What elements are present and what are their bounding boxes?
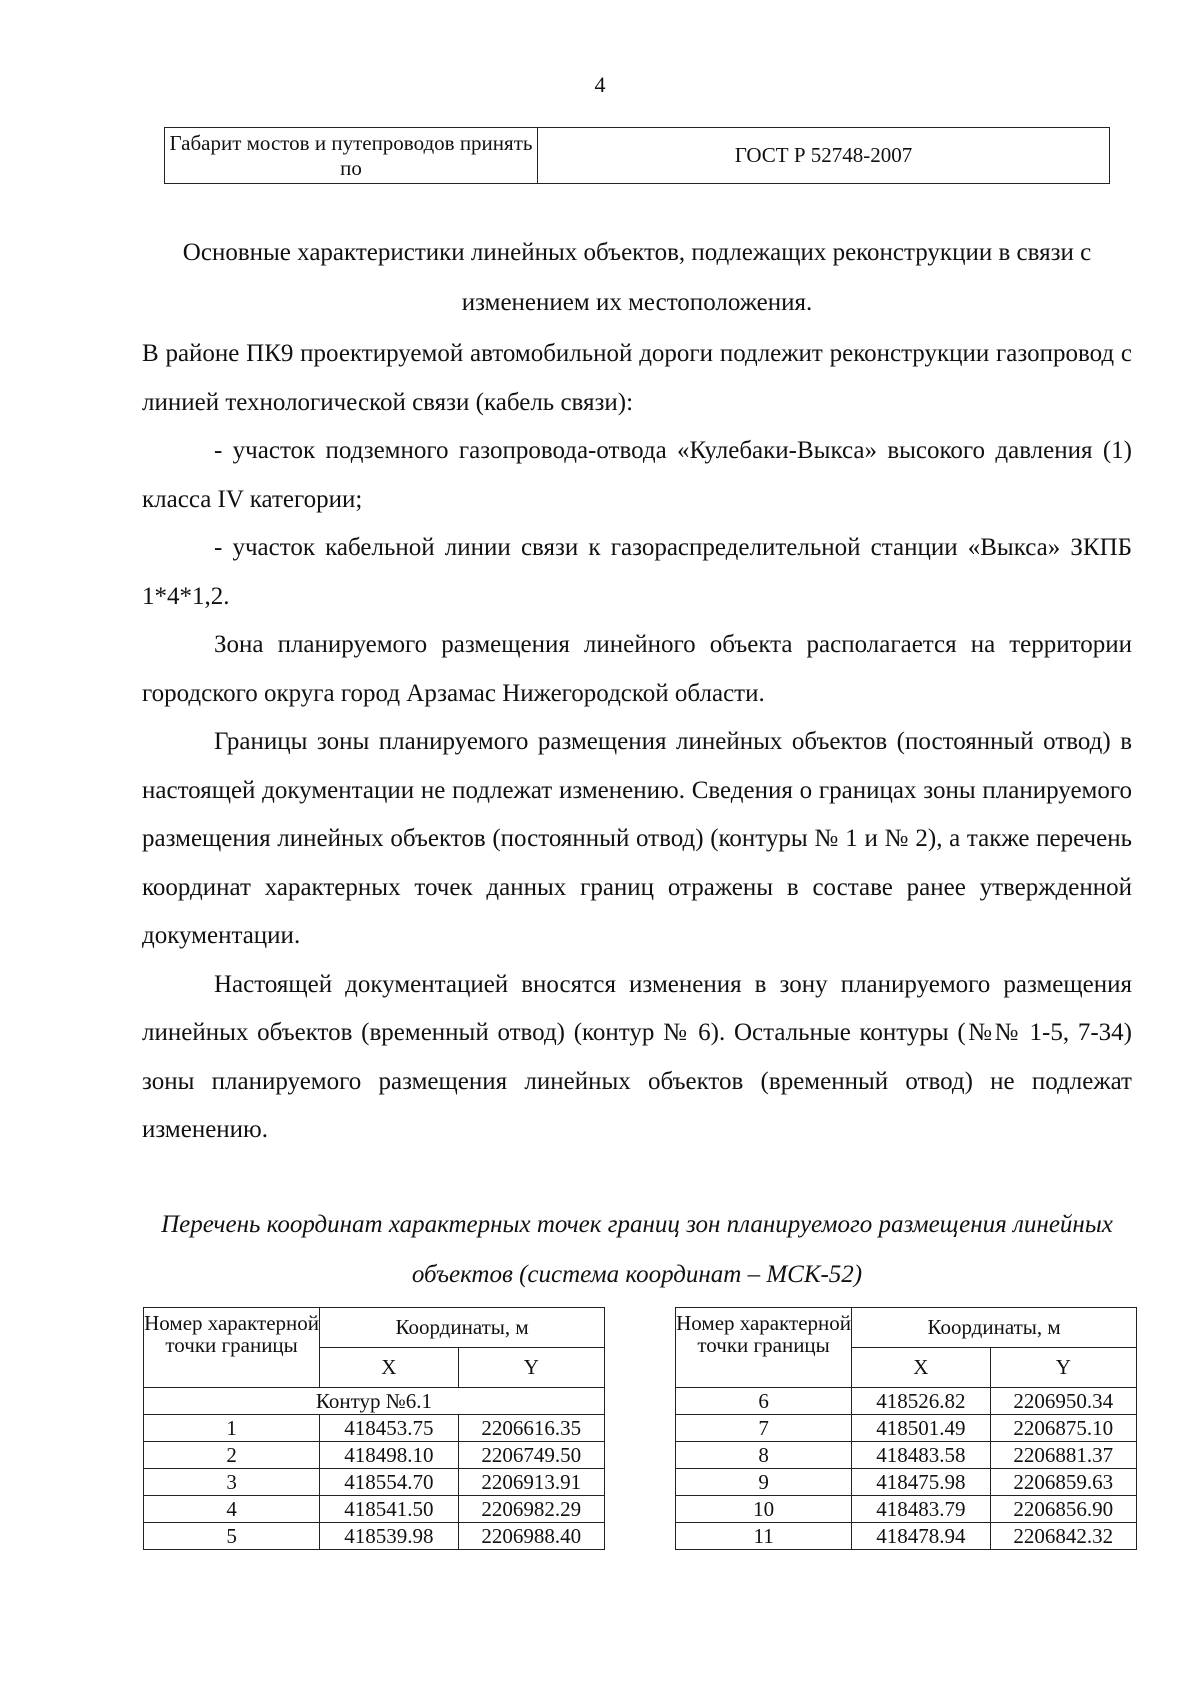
section-title: Основные характеристики линейных объектов, подлежащих реконструкции в связи с изменением их местоположения.	[182, 239, 1092, 316]
y-value: 2206616.35	[458, 1415, 604, 1442]
table-row	[676, 1469, 1137, 1496]
y-value: 2206982.29	[458, 1496, 604, 1523]
coordinates-table-left	[143, 1307, 605, 1550]
coordinates-header: Координаты, м	[320, 1308, 605, 1348]
point-number: 10	[676, 1496, 852, 1523]
x-header: X	[320, 1348, 458, 1388]
point-number: 4	[144, 1496, 320, 1523]
point-number: 6	[676, 1388, 852, 1415]
x-value: 418539.98	[320, 1523, 458, 1550]
coordinates-table-right	[675, 1307, 1137, 1550]
x-value: 418478.94	[852, 1523, 990, 1550]
table-row	[676, 1496, 1137, 1523]
table-row	[144, 1442, 605, 1469]
paragraph-zone-location: Зона планируемого размещения линейного объекта располагается на территории городского округа город Арзамас Нижегородской области.	[142, 631, 1132, 707]
x-value: 418483.58	[852, 1442, 990, 1469]
x-value: 418526.82	[852, 1388, 990, 1415]
table-row	[144, 1496, 605, 1523]
x-value: 418541.50	[320, 1496, 458, 1523]
table-row	[676, 1523, 1137, 1550]
x-value: 418554.70	[320, 1469, 458, 1496]
table-row	[144, 1415, 605, 1442]
table-row	[676, 1388, 1137, 1415]
point-number: 5	[144, 1523, 320, 1550]
paragraph-cable-line: - участок кабельной линии связи к газораспределительной станции «Выкса» ЗКПБ 1*4*1,2.	[142, 534, 1132, 610]
point-number: 1	[144, 1415, 320, 1442]
point-number: 7	[676, 1415, 852, 1442]
contour-label: Контур №6.1	[144, 1388, 605, 1415]
page-number: 4	[594, 72, 606, 97]
y-value: 2206856.90	[990, 1496, 1136, 1523]
y-value: 2206749.50	[458, 1442, 604, 1469]
y-header: Y	[458, 1348, 604, 1388]
x-value: 418453.75	[320, 1415, 458, 1442]
point-number-header: Номер характерной точки границы	[676, 1308, 852, 1388]
y-value: 2206842.32	[990, 1523, 1136, 1550]
paragraph-gas-pipeline: - участок подземного газопровода-отвода «Кулебаки-Выкса» высокого давления (1) класса IV категории;	[142, 437, 1132, 513]
bridge-clearance-table	[164, 127, 1110, 184]
paragraph-temporary-changes: Настоящей документацией вносятся изменения в зону планируемого размещения линейных объектов (временный отвод) (контур № 6). Остальные контуры (№№ 1-5, 7-34) зоны планируемого размещения линейных объектов (временный отвод) не подлежат изменению.	[142, 970, 1132, 1143]
table-row	[144, 1469, 605, 1496]
point-number: 9	[676, 1469, 852, 1496]
paragraph-reconstruction: В районе ПК9 проектируемой автомобильной дороги подлежит реконструкции газопровод с линией технологической связи (кабель связи):	[142, 340, 1132, 416]
table-row	[144, 1523, 605, 1550]
bridge-clearance-label: Габарит мостов и путепроводов принять по	[165, 128, 538, 184]
table-row	[676, 1415, 1137, 1442]
x-header: X	[852, 1348, 990, 1388]
table-row	[676, 1442, 1137, 1469]
coordinates-header: Координаты, м	[852, 1308, 1137, 1348]
y-value: 2206913.91	[458, 1469, 604, 1496]
point-number: 2	[144, 1442, 320, 1469]
y-value: 2206988.40	[458, 1523, 604, 1550]
y-value: 2206950.34	[990, 1388, 1136, 1415]
x-value: 418475.98	[852, 1469, 990, 1496]
point-number: 8	[676, 1442, 852, 1469]
point-number: 11	[676, 1523, 852, 1550]
point-number-header: Номер характерной точки границы	[144, 1308, 320, 1388]
point-number: 3	[144, 1469, 320, 1496]
x-value: 418483.79	[852, 1496, 990, 1523]
y-value: 2206881.37	[990, 1442, 1136, 1469]
bridge-clearance-standard: ГОСТ Р 52748-2007	[538, 128, 1110, 184]
paragraph-permanent-boundaries: Границы зоны планируемого размещения линейных объектов (постоянный отвод) в настоящей документации не подлежат изменению. Сведения о границах зоны планируемого размещения линейных объектов (постоянный отвод) (контуры № 1 и № 2), а также перечень координат характерных точек данных границ отражены в составе ранее утвержденной документации.	[142, 728, 1132, 949]
coordinates-caption: Перечень координат характерных точек границ зон планируемого размещения линейных объектов (система координат – МСК-52)	[161, 1211, 1113, 1288]
x-value: 418498.10	[320, 1442, 458, 1469]
y-value: 2206875.10	[990, 1415, 1136, 1442]
body-text	[142, 330, 1132, 1155]
y-value: 2206859.63	[990, 1469, 1136, 1496]
x-value: 418501.49	[852, 1415, 990, 1442]
y-header: Y	[990, 1348, 1136, 1388]
